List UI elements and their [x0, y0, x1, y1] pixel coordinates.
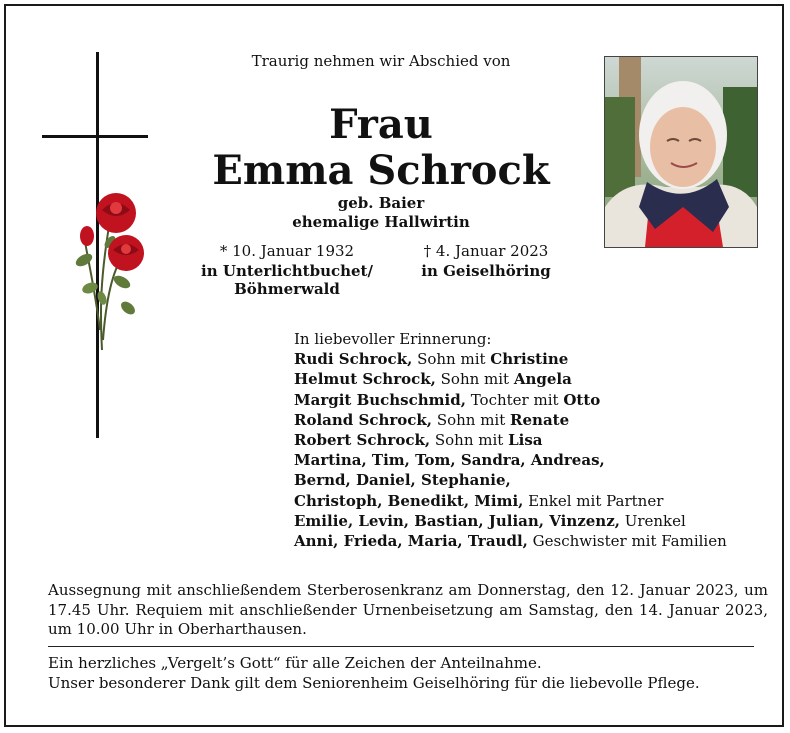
intro-text: Traurig nehmen wir Abschied von	[251, 52, 511, 70]
portrait-photo	[604, 56, 758, 248]
maiden-name: geb. Baier	[337, 194, 425, 212]
mourner-line: Roland Schrock, Sohn mit Renate	[294, 410, 570, 429]
divider	[48, 646, 754, 647]
mourner-line: Margit Buchschmid, Tochter mit Otto	[294, 390, 601, 409]
mourner-line: Helmut Schrock, Sohn mit Angela	[294, 370, 572, 389]
memory-heading: In liebevoller Erinnerung:	[294, 330, 492, 348]
mourner-line: Anni, Frieda, Maria, Traudl, Geschwister mit Familien	[294, 532, 727, 551]
deceased-name: Emma Schrock	[212, 147, 550, 194]
death-date: † 4. Januar 2023	[423, 242, 549, 260]
mourner-line: Christoph, Benedikt, Mimi, Enkel mit Partner	[294, 491, 664, 510]
mourner-line: Emilie, Levin, Bastian, Julian, Vinzenz, Urenkel	[294, 511, 686, 530]
mourner-line: Robert Schrock, Sohn mit Lisa	[294, 431, 543, 450]
death-place: in Geiselhöring	[421, 262, 551, 280]
mourner-line: Martina, Tim, Tom, Sandra, Andreas,	[294, 451, 605, 470]
thanks-text: Ein herzliches „Vergelt’s Gott“ für alle Zeichen der Anteilnahme. Unser besonderer Dank gilt dem Seniorenheim Geiselhöring für die liebevolle Pflege.	[48, 654, 700, 692]
rose-middle-icon	[108, 235, 144, 271]
mourner-line: Bernd, Daniel, Stephanie,	[294, 471, 511, 490]
mourners-list	[294, 329, 727, 551]
obituary-notice	[4, 4, 784, 727]
occupation: ehemalige Hallwirtin	[292, 213, 470, 231]
birth-place: in Unterlichtbuchet/ Böhmerwald	[201, 262, 373, 298]
ceremony-details: Aussegnung mit anschließendem Sterberosenkranz am Donnerstag, den 12. Januar 2023, um 17.45 Uhr. Requiem mit anschließender Urnenbeisetzung am Samstag, den 14. Januar 2023, um 10.00 Uhr in Oberharthausen.	[48, 581, 768, 638]
deceased-title: Frau	[329, 101, 433, 148]
mourner-line: Rudi Schrock, Sohn mit Christine	[294, 350, 569, 369]
birth-date: * 10. Januar 1932	[219, 242, 355, 260]
